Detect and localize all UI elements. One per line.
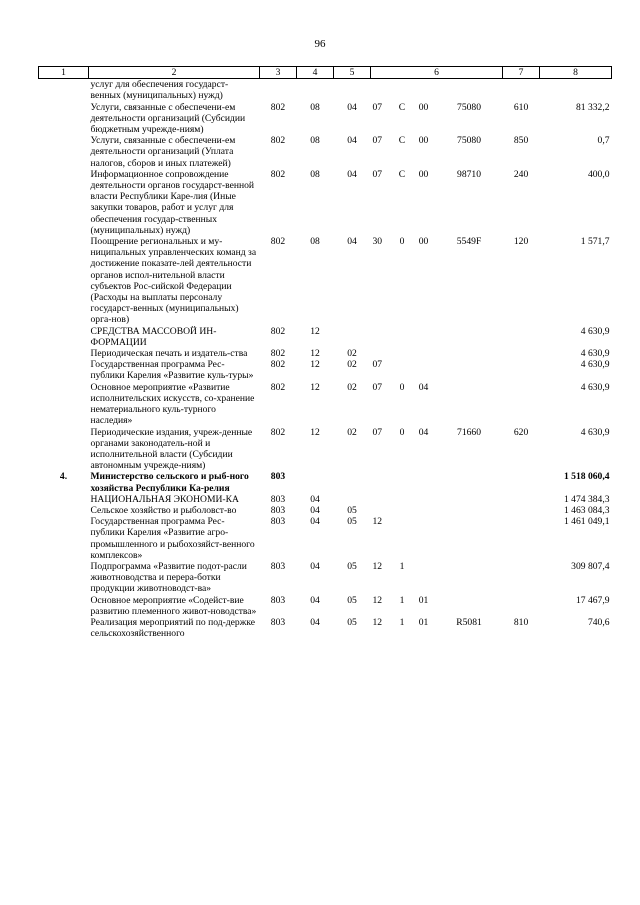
row-number: 4.	[59, 471, 68, 483]
row-code-6d: 71660	[457, 426, 482, 438]
row-code-6a: 07	[372, 426, 383, 438]
row-code-6a: 07	[372, 381, 383, 393]
row-code-4: 12	[310, 426, 320, 438]
row-code-6c: 00	[418, 135, 429, 147]
row-name: Основное мероприятие «Содейст-вие развитию племенного живот-новодства»	[90, 594, 257, 617]
row-code-7: 620	[513, 426, 529, 438]
row-name: НАЦИОНАЛЬНАЯ ЭКОНОМИ-КА	[90, 493, 239, 505]
row-sum: 1 474 384,3	[563, 493, 610, 505]
header-cell: 5	[334, 67, 371, 79]
row-code-7: 610	[513, 101, 529, 113]
row-sum: 4 630,9	[580, 426, 610, 438]
row-code-6c	[412, 326, 436, 348]
row-code-6c: 01	[418, 616, 429, 628]
row-code-3: 802	[270, 348, 286, 360]
row-code-3: 803	[270, 560, 286, 572]
row-number	[39, 516, 89, 561]
row-code-5: 04	[347, 101, 357, 113]
header-cell: 3	[260, 67, 297, 79]
row-code-6d: R5081	[456, 616, 482, 628]
row-sum: 1 461 049,1	[563, 516, 610, 528]
row-code-6d	[436, 494, 503, 505]
row-code-3: 803	[270, 594, 286, 606]
row-code-3: 802	[270, 381, 286, 393]
row-code-6c: 00	[418, 101, 429, 113]
row-code-6c: 04	[418, 381, 429, 393]
row-code-4: 08	[310, 101, 320, 113]
row-code-7: 120	[513, 236, 529, 248]
table-row	[39, 561, 612, 595]
row-code-4: 04	[310, 560, 320, 572]
row-code-6a: 07	[372, 101, 383, 113]
row-sum: 4 630,9	[580, 348, 610, 360]
row-code-6b	[393, 359, 412, 381]
row-number	[39, 135, 89, 169]
row-code-6d: 98710	[457, 168, 482, 180]
row-code-4: 12	[310, 325, 320, 337]
row-code-7	[503, 516, 540, 561]
row-number	[39, 79, 89, 102]
row-name: Подпрограмма «Развитие подот-расли животноводства и перера-ботки продукции животноводст-ва»	[90, 560, 247, 595]
row-code-6d	[436, 79, 503, 102]
row-code-6b: С	[398, 101, 406, 113]
row-name: Периодические издания, учреж-денные органами законодатель-ной и исполнительной власти (Субсидии автономным учрежде-ниям)	[90, 426, 253, 472]
table-row	[39, 102, 612, 136]
row-code-6b	[393, 494, 412, 505]
row-code-7	[503, 505, 540, 516]
row-code-6d: 5549F	[456, 236, 482, 248]
row-code-5	[334, 471, 371, 493]
row-code-5: 04	[347, 135, 357, 147]
row-sum: 1 518 060,4	[563, 471, 610, 483]
row-code-3: 802	[270, 236, 286, 248]
row-code-5: 04	[347, 236, 357, 248]
row-code-5	[334, 326, 371, 348]
row-code-6d	[436, 382, 503, 427]
row-number	[39, 494, 89, 505]
row-code-6a	[371, 471, 393, 493]
row-number	[39, 505, 89, 516]
row-code-7	[503, 561, 540, 595]
row-sum	[540, 79, 612, 102]
row-code-6c	[412, 79, 436, 102]
row-name: Основное мероприятие «Развитие исполнительских искусств, со-хранение нематериального куль-турного наследия»	[90, 381, 255, 427]
row-code-5: 02	[347, 359, 357, 371]
row-code-6c: 04	[418, 426, 429, 438]
row-code-4: 04	[310, 504, 320, 516]
table-row	[39, 326, 612, 348]
row-code-7: 850	[513, 135, 529, 147]
row-code-3: 803	[270, 516, 286, 528]
row-code-6b	[393, 471, 412, 493]
row-code-3: 803	[270, 616, 286, 628]
row-code-6b: 0	[399, 236, 405, 248]
header-cell: 8	[540, 67, 612, 79]
row-code-6b: С	[398, 135, 406, 147]
row-code-3: 802	[270, 359, 286, 371]
budget-table	[38, 66, 612, 639]
row-name: Услуги, связанные с обеспечени-ем деятельности организаций (Субсидии бюджетным учрежде-ниям)	[90, 101, 246, 136]
table-row	[39, 617, 612, 639]
row-code-6b	[393, 348, 412, 359]
row-name: Государственная программа Рес-публики Карелия «Развитие куль-туры»	[90, 359, 254, 382]
row-code-3: 802	[270, 101, 286, 113]
row-code-6a: 07	[372, 168, 383, 180]
table-row	[39, 595, 612, 617]
row-code-7	[503, 79, 540, 102]
row-number	[39, 382, 89, 427]
row-sum: 400,0	[587, 168, 610, 180]
row-code-7: 240	[513, 168, 529, 180]
row-number	[39, 359, 89, 381]
row-code-4: 04	[310, 493, 320, 505]
row-number	[39, 617, 89, 639]
row-code-6c: 00	[418, 236, 429, 248]
row-code-7	[503, 348, 540, 359]
row-code-7: 810	[513, 616, 529, 628]
header-cell: 7	[503, 67, 540, 79]
row-code-6b	[393, 505, 412, 516]
row-code-6a	[371, 326, 393, 348]
row-number	[39, 169, 89, 236]
row-number	[39, 561, 89, 595]
page-number: 96	[314, 38, 326, 50]
header-cell: 6	[371, 67, 503, 79]
row-code-6a	[371, 505, 393, 516]
table-row	[39, 516, 612, 561]
row-code-3: 803	[270, 471, 286, 483]
row-code-6d	[436, 348, 503, 359]
row-code-6d	[436, 561, 503, 595]
row-code-6c	[412, 359, 436, 381]
table-row	[39, 494, 612, 505]
row-name: Министерство сельского и рыб-ного хозяйства Республики Ка-релия	[90, 471, 249, 494]
row-code-6b: С	[398, 168, 406, 180]
row-code-6d	[436, 471, 503, 493]
row-number	[39, 427, 89, 472]
row-code-6a: 12	[372, 594, 383, 606]
row-code-6c	[412, 516, 436, 561]
row-code-5: 05	[347, 504, 357, 516]
row-name: услуг для обеспечения государст-венных (муниципальных) нужд)	[90, 79, 229, 102]
row-code-6a: 07	[372, 359, 383, 371]
row-name: Реализация мероприятий по под-держке сельскохозяйственного	[90, 616, 256, 640]
row-code-4: 12	[310, 381, 320, 393]
row-code-3: 803	[270, 493, 286, 505]
row-sum: 1 463 084,3	[563, 504, 610, 516]
table-row	[39, 236, 612, 326]
row-code-6c: 01	[418, 594, 429, 606]
row-code-5	[334, 494, 371, 505]
row-code-6a	[371, 494, 393, 505]
row-code-7	[503, 326, 540, 348]
header-cell: 2	[89, 67, 260, 79]
row-number	[39, 348, 89, 359]
row-code-4: 04	[310, 594, 320, 606]
row-code-4: 08	[310, 236, 320, 248]
table-row	[39, 169, 612, 236]
table-row	[39, 359, 612, 381]
row-number	[39, 595, 89, 617]
row-code-6b	[393, 326, 412, 348]
row-sum: 81 332,2	[575, 101, 610, 113]
row-code-4: 12	[310, 348, 320, 360]
row-code-5: 05	[347, 560, 357, 572]
table-row	[39, 135, 612, 169]
table-body	[39, 79, 612, 640]
row-sum: 1 571,7	[580, 236, 610, 248]
row-code-7	[503, 595, 540, 617]
row-code-6b: 0	[399, 381, 405, 393]
row-code-6b: 0	[399, 426, 405, 438]
row-name: Сельское хозяйство и рыболовст-во	[90, 504, 237, 516]
row-sum: 0,7	[597, 135, 610, 147]
row-code-6b: 1	[399, 594, 405, 606]
row-name: СРЕДСТВА МАССОВОЙ ИН-ФОРМАЦИИ	[90, 325, 217, 348]
row-code-6a: 12	[372, 560, 383, 572]
row-code-6c	[412, 505, 436, 516]
row-code-6b	[393, 79, 412, 102]
row-code-6d	[436, 359, 503, 381]
row-code-6c: 00	[418, 168, 429, 180]
row-code-6c	[412, 494, 436, 505]
row-code-5: 05	[347, 516, 357, 528]
row-code-6b	[393, 516, 412, 561]
row-code-5	[334, 79, 371, 102]
row-name: Информационное сопровождение деятельности органов государст-венной власти Республики Каре-лия (Иные закупки товаров, работ и услуг для обеспечения государ-ственных (муниципальных) нужд)	[90, 168, 255, 236]
row-number	[39, 326, 89, 348]
row-code-7	[503, 359, 540, 381]
row-code-6d	[436, 516, 503, 561]
row-code-6a	[371, 348, 393, 359]
row-code-6d: 75080	[457, 101, 482, 113]
row-code-6d	[436, 505, 503, 516]
header-cell: 4	[297, 67, 334, 79]
row-number	[39, 102, 89, 136]
row-code-3: 802	[270, 168, 286, 180]
row-code-3	[260, 79, 297, 102]
row-code-5: 05	[347, 594, 357, 606]
row-name: Услуги, связанные с обеспечени-ем деятельности организаций (Уплата налогов, сборов и иных платежей)	[90, 135, 236, 169]
row-code-6a: 12	[372, 616, 383, 628]
row-code-6c	[412, 348, 436, 359]
row-code-4: 12	[310, 359, 320, 371]
row-code-7	[503, 382, 540, 427]
row-name: Периодическая печать и издатель-ства	[90, 348, 248, 360]
row-code-5: 02	[347, 348, 357, 360]
row-code-6d	[436, 595, 503, 617]
row-sum: 4 630,9	[580, 381, 610, 393]
row-code-4	[297, 79, 334, 102]
row-code-6b: 1	[399, 560, 405, 572]
row-code-6a: 07	[372, 135, 383, 147]
row-code-4	[297, 471, 334, 493]
row-sum: 4 630,9	[580, 325, 610, 337]
row-name: Государственная программа Рес-публики Карелия «Развитие агро-промышленного и рыбохозяйст-венного комплексов»	[90, 516, 255, 561]
table-row	[39, 348, 612, 359]
row-code-7	[503, 471, 540, 493]
row-code-5: 02	[347, 426, 357, 438]
table-row	[39, 471, 612, 493]
table-row	[39, 79, 612, 102]
row-code-3: 802	[270, 325, 286, 337]
row-code-4: 04	[310, 616, 320, 628]
row-number	[39, 236, 89, 326]
table-row	[39, 382, 612, 427]
row-name: Поощрение региональных и му-ниципальных управленческих команд за достижение показате-лей деятельности органов испол-нительной власти субъектов Рос-сийской Федерации (Расходы на выплаты персоналу государст-венных (муниципальных) орга-нов)	[90, 236, 257, 326]
row-code-6a: 30	[372, 236, 383, 248]
row-code-6a	[371, 79, 393, 102]
header-cell: 1	[39, 67, 89, 79]
row-code-6d: 75080	[457, 135, 482, 147]
row-code-7	[503, 494, 540, 505]
row-code-4: 08	[310, 135, 320, 147]
row-code-6c	[412, 471, 436, 493]
row-code-4: 08	[310, 168, 320, 180]
row-code-6a: 12	[372, 516, 383, 528]
row-code-4: 04	[310, 516, 320, 528]
row-code-6c	[412, 561, 436, 595]
row-code-3: 802	[270, 426, 286, 438]
header-row	[39, 67, 612, 79]
row-code-5: 04	[347, 168, 357, 180]
row-code-6b: 1	[399, 616, 405, 628]
row-sum: 309 807,4	[571, 560, 610, 572]
row-code-5: 05	[347, 616, 357, 628]
row-sum: 4 630,9	[580, 359, 610, 371]
row-code-3: 802	[270, 135, 286, 147]
row-code-3: 803	[270, 504, 286, 516]
row-sum: 740,6	[587, 616, 610, 628]
row-sum: 17 467,9	[575, 594, 610, 606]
table-row	[39, 505, 612, 516]
table-row	[39, 427, 612, 472]
row-code-5: 02	[347, 381, 357, 393]
row-code-6d	[436, 326, 503, 348]
